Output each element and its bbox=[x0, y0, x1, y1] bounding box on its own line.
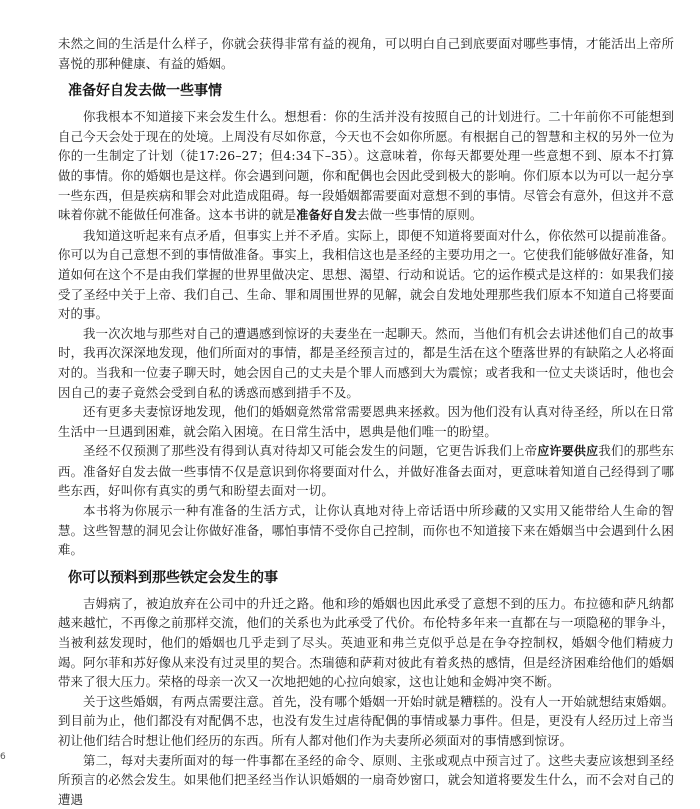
section-heading-prepare: 准备好自发去做一些事情 bbox=[68, 83, 222, 100]
paragraph-text: 我们的那些东西。准备好自发去做一些事情不仅是意识到你将要面对什么，并做好准备去面对，更意味着知道自己经得到了哪些东西，好叫你有真实的勇气和盼望去面对一切。 bbox=[58, 443, 674, 499]
emphasis-text: 应许要供应 bbox=[537, 444, 599, 459]
paragraph-intro: 未然之间的生活是什么样子，你就会获得非常有益的视角，可以明白自己到底要面对哪些事情，才能活出上帝所喜悦的那种健康、有益的婚姻。 bbox=[58, 36, 674, 71]
paragraph-prepare-4: 还有更多夫妻惊讶地发现，他们的婚姻竟然常常需要恩典来拯救。因为他们没有认真对待圣经，所以在日常生活中一旦遇到困难，就会陷入困境。在日常生活中，恩典是他们唯一的盼望。 bbox=[58, 404, 674, 439]
paragraph-expect-3: 第二，每对夫妻所面对的每一件事都在圣经的命令、原则、主张或观点中预言过了。这些夫妻应该想到圣经所预言的必然会发生。如果他们把圣经当作认识婚姻的一扇奇妙窗口，就会知道将要发生什么，而不会对自己的遭遇 bbox=[58, 752, 674, 807]
paragraph-expect-1: 吉姆病了，被迫放弃在公司中的升迁之路。他和珍的婚姻也因此承受了意想不到的压力。布拉德和萨凡纳都越来越忙，不再像之前那样交流，他们的关系也为此承受了代价。布伦特多年来一直都在与一项隐秘的罪争斗，当被利兹发现时，他们的婚姻也几乎走到了尽头。英迪亚和弗兰克似乎总是在争夺控制权，婚姻令他们精疲力竭。阿尔菲和苏好像从来没有过灵里的契合。杰瑞德和萨莉对彼此有着炙热的感情，但是经济困难给他们的婚姻带来了很大压力。荣格的母亲一次又一次地把她的心拉向娘家，这也让她和金姆冲突不断。 bbox=[58, 595, 674, 690]
paragraph-prepare-5 bbox=[58, 441, 674, 501]
paragraph-prepare-2: 我知道这听起来有点矛盾，但事实上并不矛盾。实际上，即便不知道将要面对什么，你依然可以提前准备。你可以为自己意想不到的事情做准备。事实上，我相信这也是圣经的主要功用之一。它使我们能够做好准备，知道如何在这个不是由我们掌握的世界里做决定、思想、渴望、行动和说话。它的运作模式是这样的：如果我们接受了圣经中关于上帝、我们自己、生命、罪和周围世界的见解，就会自发地处理那些我们原本不知道自己将要面对的事。 bbox=[58, 227, 674, 322]
paragraph-text: 去做一些事情的原则。 bbox=[357, 207, 483, 223]
paragraph-prepare-6: 本书将为你展示一种有准备的生活方式，让你认真地对待上帝话语中所珍藏的又实用又能带给人生命的智慧。这些智慧的洞见会让你做好准备，哪怕事情不受你自己控制，而你也不知道接下来在婚姻当中会遇到什么困难。 bbox=[58, 503, 674, 558]
paragraph-prepare-1 bbox=[58, 107, 674, 226]
paragraph-text: 圣经不仅预测了那些没有得到认真对待却又可能会发生的问题，它更告诉我们上帝 bbox=[83, 443, 538, 459]
paragraph-text: 你我根本不知道接下来会发生什么。想想看：你的生活并没有按照自己的计划进行。二十年前你不可能想到自己今天会处于现在的处境。上周没有尽如你意，今天也不会如你所愿。有根据自己的智慧和主权的另外一位为你的一生制定了计划（徒17:26–27；但4:34下–35）。这意味着，你每天都要处理一些意想不到、原本不打算做的事情。你的婚姻也是这样。你会遇到问题，你和配偶也会因此受到极大的影响。你们原本以为可以一起分享一些东西，但是疾病和罪会对此造成阻碍。每一段婚姻都需要面对意想不到的事情。尽管会有意外，但这并不意味着你就不能做任何准备。这本书讲的就是 bbox=[58, 109, 674, 223]
page-number: 6 bbox=[0, 752, 6, 762]
page-content bbox=[58, 34, 674, 809]
paragraph-prepare-3: 我一次次地与那些对自己的遭遇感到惊讶的夫妻坐在一起聊天。然而，当他们有机会去讲述他们自己的故事时，我再次深深地发现，他们所面对的事情，都是圣经预言过的，都是生活在这个堕落世界的有缺陷之人必将面对的。当我和一位妻子聊天时，她会因自己的丈夫是个罪人而感到大为震惊；或者我和一位丈夫谈话时，他也会因自己的妻子竟然会受到自私的诱惑而感到措手不及。 bbox=[58, 325, 674, 400]
emphasis-text: 准备好自发 bbox=[296, 208, 358, 223]
paragraph-expect-2: 关于这些婚姻，有两点需要注意。首先，没有哪个婚姻一开始时就是糟糕的。没有人一开始就想结束婚姻。到目前为止，他们都没有对配偶不忠，也没有发生过虐待配偶的事情或暴力事件。但是，更没有人经历过上帝当初让他们结合时想让他们经历的东西。所有人都对他们作为夫妻所必须面对的事情感到惊讶。 bbox=[58, 693, 674, 748]
section-heading-expect: 你可以预料到那些铁定会发生的事 bbox=[68, 569, 278, 586]
